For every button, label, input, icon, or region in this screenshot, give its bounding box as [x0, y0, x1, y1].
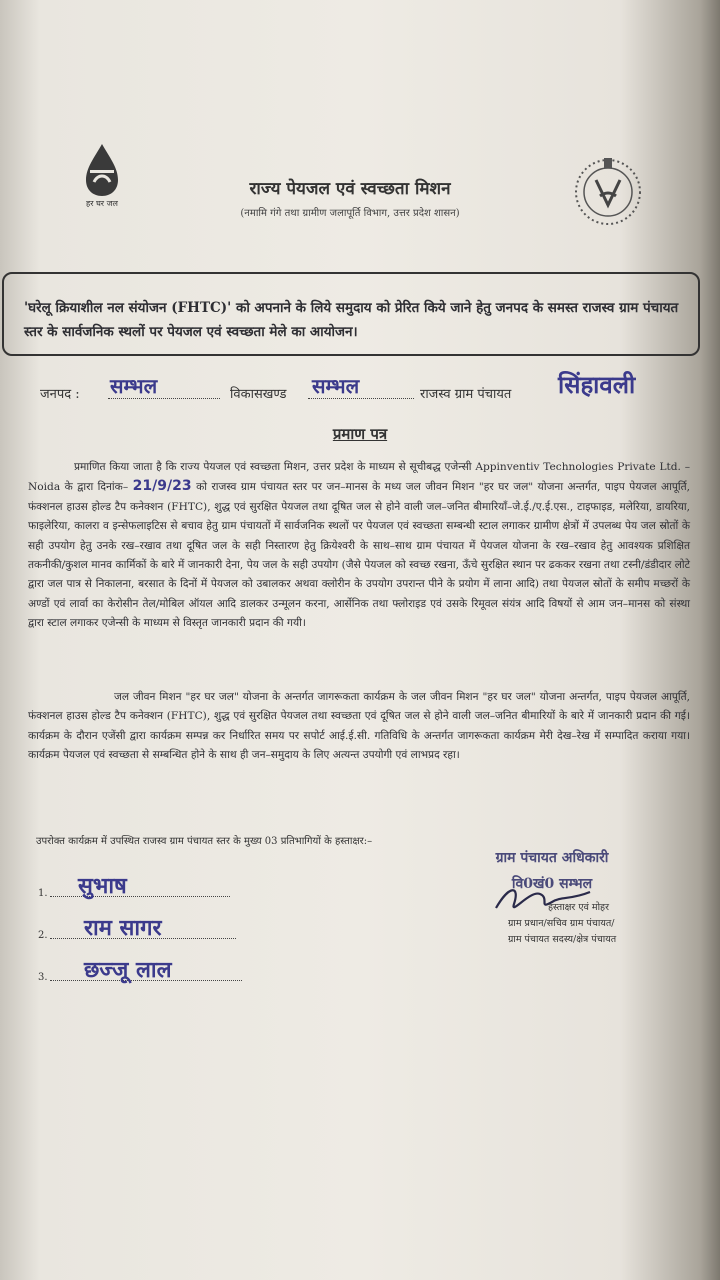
panchayat-value: सिंहावली: [558, 371, 636, 399]
attendee-2-signature: राम सागर: [84, 916, 162, 941]
attendee-3-number: 3.: [38, 972, 48, 983]
officer-designation-line-2: ग्राम पंचायत सदस्य/क्षेत्र पंचायत: [508, 934, 617, 945]
attendee-1-number: 1.: [38, 888, 48, 899]
sign-seal-label: हस्ताक्षर एवं मोहर: [548, 902, 609, 913]
attendees-intro: उपरोक्त कार्यक्रम में उपस्थित राजस्व ग्राम पंचायत स्तर के मुख्य 03 प्रतिभागियों के हस्ताक्षर:–: [36, 836, 373, 847]
officer-title: ग्राम पंचायत अधिकारी: [495, 850, 609, 866]
district-label: जनपद :: [40, 387, 80, 402]
event-banner-text: 'घरेलू क्रियाशील नल संयोजन (FHTC)' को अपनाने के लिये समुदाय को प्रेरित किये जाने हेतु जनपद के समस्त राजस्व ग्राम पंचायत स्तर के सार्वजनिक स्थलों पर पेयजल एवं स्वच्छता मेले का आयोजन।: [24, 300, 679, 340]
page-title: राज्य पेयजल एवं स्वच्छता मिशन: [249, 179, 451, 199]
attendee-1-signature: सुभाष: [78, 874, 127, 899]
har-ghar-jal-logo: [72, 140, 132, 220]
page-subtitle: (नमामि गंगे तथा ग्रामीण जलापूर्ति विभाग, उत्तर प्रदेश शासन): [240, 208, 460, 219]
logo-caption: हर घर जल: [86, 199, 118, 208]
officer-block: वि0खं0 सम्भल: [511, 876, 593, 892]
paragraph-1-start: प्रमाणित किया जाता है कि राज्य पेयजल एवं स्वच्छता मिशन, उत्तर प्रदेश के माध्यम से सूचीबद्ध एजेन्सी Appinventiv Technologies Private Ltd. – Noida के द्वारा दिनांक–: [28, 461, 690, 494]
certificate-paragraph-2: जल जीवन मिशन "हर घर जल" योजना के अन्तर्गत जागरूकता कार्यक्रम के जल जीवन मिशन "हर घर जल" योजना अन्तर्गत, पाइप पेयजल आपूर्ति, फंक्शनल हाउस होल्ड टैप कनेक्शन (FHTC), शुद्ध एवं सुरक्षित पेयजल तथा स्वच्छता एवं दूषित जल से होने वाली जल–जनित बीमारियों के बारे में जानकारी प्रदान की गई। कार्यक्रम के दौरान एजेंसी द्वारा कार्यक्रम सम्पन्न कर निर्धारित समय पर सपोर्ट आई.ई.सी. गतिविधि के अन्तर्गत जागरूकता कार्यक्रम मेरी देख–रेख में सम्पादित कराया गया। कार्यक्रम पेयजल एवं स्वच्छता से सम्बन्धित होने के साथ ही जन–समुदाय के लिए अत्यन्त उपयोगी एवं लाभप्रद रहा।: [28, 691, 690, 762]
attendee-1-line: [50, 880, 230, 897]
attendee-3-signature: छज्जू लाल: [84, 958, 172, 983]
emblem-icon: [568, 150, 648, 240]
attendee-2-number: 2.: [38, 930, 48, 941]
district-value: सम्भल: [110, 374, 158, 398]
block-value: सम्भल: [312, 374, 360, 398]
certificate-heading: प्रमाण पत्र: [332, 425, 388, 443]
block-label: विकासखण्ड: [230, 387, 287, 402]
panchayat-label: राजस्व ग्राम पंचायत: [420, 387, 512, 402]
event-date: 21/9/23: [132, 478, 192, 495]
officer-designation-line-1: ग्राम प्रधान/सचिव ग्राम पंचायत/: [508, 918, 615, 929]
certificate-paragraph-1: [28, 458, 690, 634]
up-govt-emblem: [568, 150, 648, 240]
paragraph-1-rest: को राजस्व ग्राम पंचायत स्तर पर जन–मानस के मध्य जल जीवन मिशन "हर घर जल" योजना अन्तर्गत, पाइप पेयजल आपूर्ति, फंक्शनल हाउस होल्ड टैप कनेक्शन (FHTC), शुद्ध एवं सुरक्षित पेयजल तथा दूषित जल से होने वाली जल–जनित बीमारियाँ–जे.ई./ए.ई.एस., टाइफाइड, मलेरिया, डायरिया, फाइलेरिया, कालरा व इन्सेफलाइटिस से बचाव हेतु ग्राम पंचायतों में सार्वजनिक स्थलों पर पेयजल एवं स्वच्छता सम्बन्धी स्टाल लगाकर ग्रामीण क्षेत्रों में उपलब्ध पेय जल स्रोतों के सही उपयोग हेतु उनके रख–रखाव तथा दूषित जल के सही निस्तारण हेतु क्रियेश्वरी के साथ–साथ ग्राम पंचायत में पेयजल योजना के रख–रखाव हेतु आवश्यक प्रशिक्षित तकनीकी/कुशल मानव कार्मिकों के बारे में जानकारी देना, पेय जल के सही उपयोग (जैसे पेयजल को स्वच्छ रखना, ऊँचे सुरक्षित स्थान पर ढककर रखना तथा टस्नी/डंडीदार लोटे द्वारा जल पात्र से निकालना, बरसात के दिनों में पेयजल को उबालकर अथवा क्लोरीन के उपयोग उपरान्त पीने के प्रयोग में लाना आदि) तथा पेयजल स्रोतों के समीप मच्छरों के अण्डों एवं लार्वा का केरोसीन तेल/मोबिल ऑयल आदि डालकर उन्मूलन करना, आर्सेनिक तथा फ्लोराइड एवं उसके रिमूवल संयंत्र आदि विषयों से आम जन–मानस को संस्था द्वारा स्टाल लगाकर एजेन्सी के माध्यम से विस्तृत जानकारी प्रदान की गयी।: [28, 481, 691, 630]
